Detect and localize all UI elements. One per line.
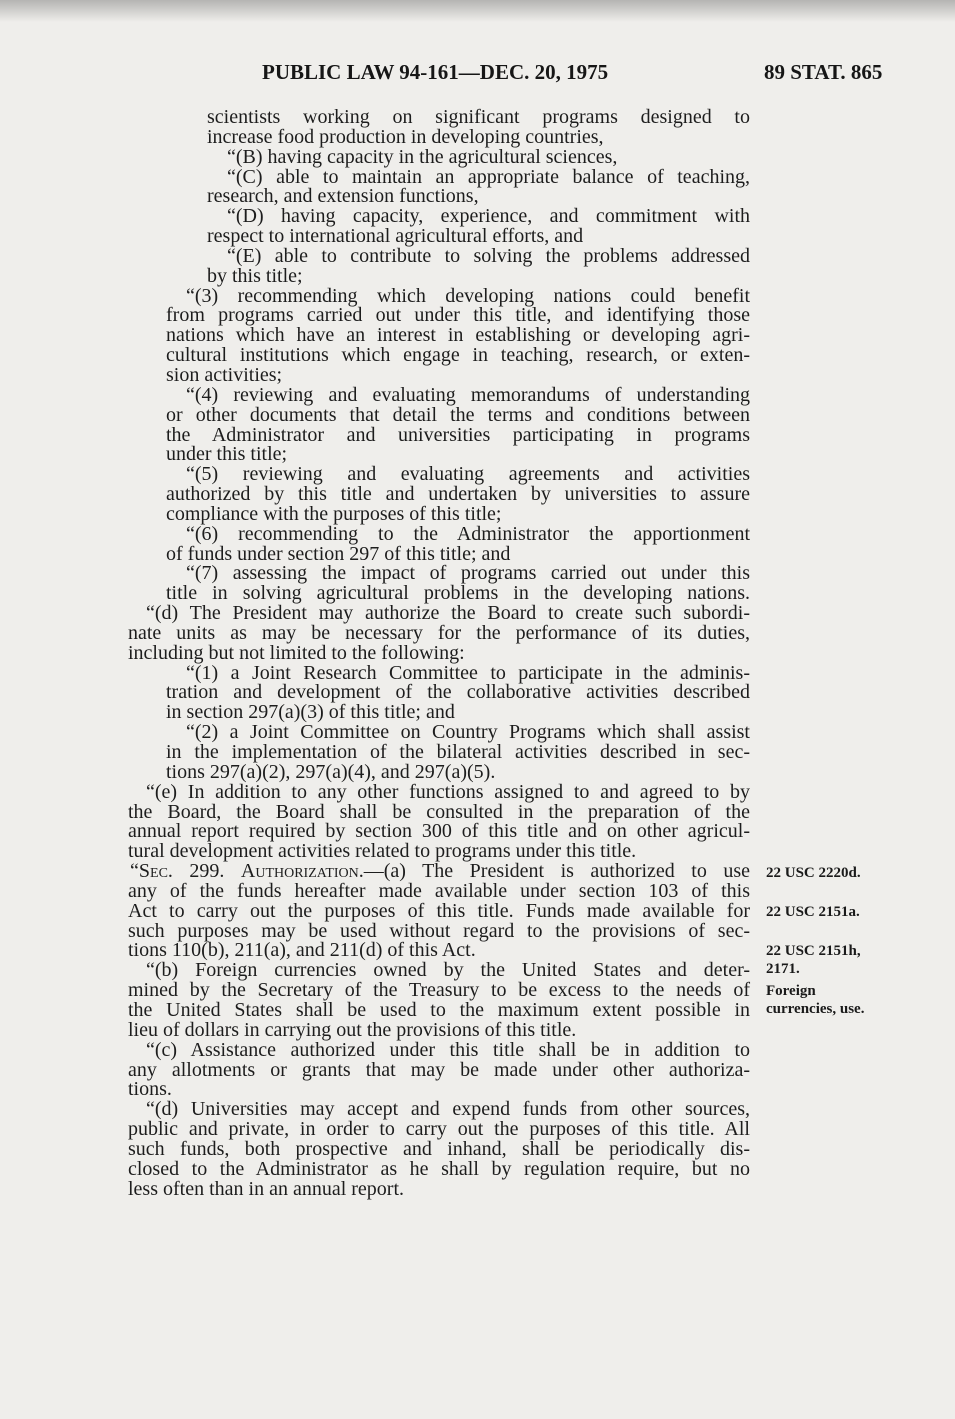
text-line: “(c) Assistance authorized under this title shall be in addition to xyxy=(146,1038,750,1061)
text-line: scientists working on significant programs designed to xyxy=(207,106,750,128)
margin-note xyxy=(766,864,861,882)
text-line: respect to international agricultural efforts, and xyxy=(207,225,584,248)
margin-note xyxy=(766,982,864,1018)
text-line: “(2) a Joint Committee on Country Programs which shall assist xyxy=(186,721,750,744)
text-line: or other documents that detail the terms and conditions between xyxy=(166,403,750,426)
text-line: cultural institutions which engage in teaching, research, or exten- xyxy=(166,344,750,367)
text-line: from programs carried out under this title, and identifying those xyxy=(166,304,750,327)
text-line: public and private, in order to carry out the purposes of this title. All xyxy=(128,1118,750,1141)
text-line: research, and extension functions, xyxy=(207,185,479,208)
text-line: “(1) a Joint Research Committee to participate in the adminis- xyxy=(186,661,750,684)
text-line: “(3) recommending which developing nations could benefit xyxy=(186,284,750,307)
text-line: such purposes may be used without regard to the provisions of sec- xyxy=(128,919,750,942)
text-line: the United States shall be used to the maximum extent possible in xyxy=(128,998,750,1021)
text-line: mined by the Secretary of the Treasury to be excess to the needs of xyxy=(128,979,750,1002)
section-label: Sec. xyxy=(138,860,173,883)
text-line: “(B) having capacity in the agricultural sciences, xyxy=(227,145,618,168)
text-line: including but not limited to the following: xyxy=(128,641,465,664)
margin-note-line: 22 USC 2151h, xyxy=(766,943,861,959)
text-line: compliance with the purposes of this title; xyxy=(166,502,502,525)
statute-text xyxy=(128,108,750,1199)
text-line: nate units as may be necessary for the performance of its duties, xyxy=(128,621,750,644)
text-line: “(C) able to maintain an appropriate balance of teaching, xyxy=(227,165,750,188)
text-line: in the implementation of the bilateral activities described in sec- xyxy=(166,741,750,763)
open-quote: “ xyxy=(130,860,139,883)
text-line: “(D) having capacity, experience, and commitment with xyxy=(227,205,750,228)
text-line: tions 297(a)(2), 297(a)(4), and 297(a)(5). xyxy=(166,760,496,783)
text-line: any allotments or grants that may be made under other authoriza- xyxy=(128,1058,750,1081)
margin-note xyxy=(766,942,861,978)
text-line: tions 110(b), 211(a), and 211(d) of this Act. xyxy=(128,939,476,962)
text-line: “(5) reviewing and evaluating agreements and activities xyxy=(186,463,750,486)
text-line: tions. xyxy=(128,1078,172,1101)
text-line: “(b) Foreign currencies owned by the United States and deter- xyxy=(146,959,750,982)
text-line: any of the funds hereafter made available under section 103 of this xyxy=(128,879,750,902)
text-line: title in solving agricultural problems in the developing nations. xyxy=(166,582,750,605)
section-text: —(a) The President is authorized to use xyxy=(363,860,750,883)
margin-note-line: 22 USC 2220d. xyxy=(766,865,861,881)
text-line: Act to carry out the purposes of this title. Funds made available for xyxy=(128,899,750,922)
margin-note xyxy=(766,903,860,921)
scan-edge-shadow xyxy=(0,0,955,22)
text-line: sion activities; xyxy=(166,363,283,386)
text-line: nations which have an interest in establishing or developing agri- xyxy=(166,324,750,347)
section-heading: Authorization. xyxy=(240,860,364,883)
section-heading-line xyxy=(128,862,750,882)
text-line: annual report required by section 300 of this title and on other agricul- xyxy=(128,820,750,843)
page-citation: 89 STAT. 865 xyxy=(764,60,883,84)
text-line: the Board, the Board shall be consulted in the preparation of the xyxy=(128,800,750,823)
text-line: less often than in an annual report. xyxy=(128,1177,405,1200)
text-line: under this title; xyxy=(166,443,288,466)
text-line: authorized by this title and undertaken by universities to assure xyxy=(166,483,750,506)
margin-note-line: Foreign xyxy=(766,983,816,999)
text-line: “(6) recommending to the Administrator the apportionment xyxy=(186,522,750,545)
margin-note-line: currencies, use. xyxy=(766,1001,865,1017)
text-line: lieu of dollars in carrying out the provisions of this title. xyxy=(128,1018,577,1041)
text-line: closed to the Administrator as he shall by regulation require, but no xyxy=(128,1157,750,1180)
section-number: 299. xyxy=(172,860,241,883)
text-line: “(7) assessing the impact of programs carried out under this xyxy=(186,562,750,585)
margin-note-line: 22 USC 2151a. xyxy=(766,904,860,920)
text-line: “(4) reviewing and evaluating memorandums of understanding xyxy=(186,383,750,406)
text-line: tration and development of the collaborative activities described xyxy=(166,681,750,704)
text-line: such funds, both prospective and inhand, shall be periodically dis- xyxy=(128,1137,750,1160)
text-line: of funds under section 297 of this title; and xyxy=(166,542,511,565)
text-line: “(d) The President may authorize the Board to create such subordi- xyxy=(146,602,750,625)
text-line: “(e) In addition to any other functions assigned to and agreed to by xyxy=(146,780,750,803)
text-line: increase food production in developing countries, xyxy=(207,125,604,148)
text-line: by this title; xyxy=(207,264,303,287)
text-line: in section 297(a)(3) of this title; and xyxy=(166,701,455,724)
margin-note-line: 2171. xyxy=(766,961,800,977)
text-line: “(E) able to contribute to solving the problems addressed xyxy=(227,244,750,267)
text-line: tural development activities related to programs under this title. xyxy=(128,840,637,863)
text-line: the Administrator and universities participating in programs xyxy=(166,423,750,446)
text-line: “(d) Universities may accept and expend funds from other sources, xyxy=(146,1098,750,1121)
running-head: PUBLIC LAW 94-161—DEC. 20, 1975 xyxy=(262,60,609,84)
